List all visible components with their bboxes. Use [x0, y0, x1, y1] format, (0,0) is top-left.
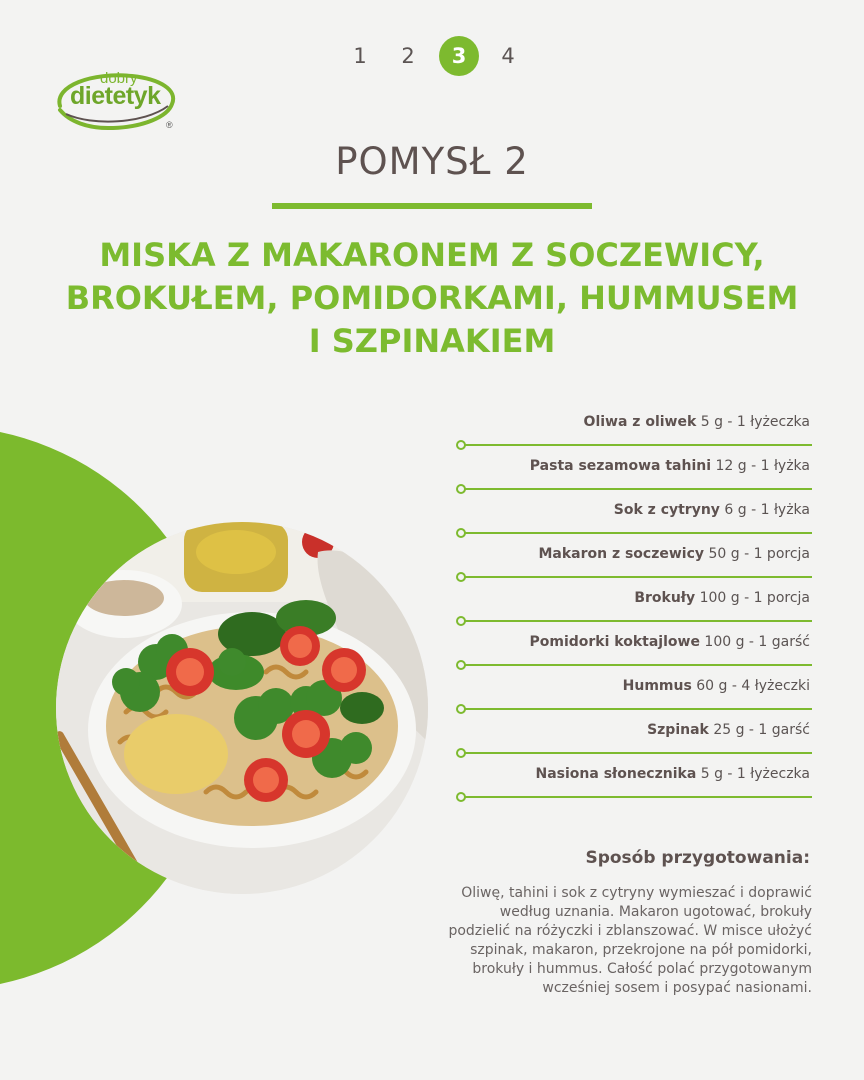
ingredient-amount: 12 g - 1 łyżka — [715, 458, 810, 474]
preparation-line: Oliwę, tahini i sok z cytryny wymieszać i doprawić — [461, 885, 812, 901]
preparation-line: szpinak, makaron, przekrojone na pół pomidorki, — [470, 942, 812, 958]
ingredient-divider — [462, 444, 812, 446]
title-divider — [272, 203, 592, 209]
preparation-heading: Sposób przygotowania: — [585, 848, 810, 868]
ingredient-amount: 100 g - 1 porcja — [699, 590, 810, 606]
ingredient-amount: 50 g - 1 porcja — [708, 546, 810, 562]
ingredient-amount: 5 g - 1 łyżeczka — [700, 414, 810, 430]
ingredient-amount: 60 g - 4 łyżeczki — [696, 678, 810, 694]
page-2-button[interactable]: 2 — [401, 44, 415, 68]
logo-word-dietetyk: dietetyk — [70, 82, 161, 110]
dish-title-line: BROKUŁEM, POMIDORKAMI, HUMMUSEM — [65, 279, 799, 317]
ingredient-name: Makaron z soczewicy — [538, 546, 705, 562]
preparation-text — [412, 884, 812, 998]
logo-word-dobry: dobry — [100, 70, 138, 87]
ingredient-row — [456, 712, 812, 756]
page-4-button[interactable]: 4 — [501, 44, 515, 68]
ingredient-name: Brokuły — [634, 590, 696, 606]
preparation-line: wcześniej sosem i posypać nasionami. — [542, 980, 812, 996]
ingredient-name: Szpinak — [647, 722, 709, 738]
ingredient-row — [456, 448, 812, 492]
ingredient-divider — [462, 708, 812, 710]
preparation-line: według uznania. Makaron ugotować, brokuły — [499, 904, 812, 920]
page-3-button[interactable]: 3 — [439, 36, 479, 76]
ingredient-row — [456, 756, 812, 800]
ingredient-amount: 5 g - 1 łyżeczka — [700, 766, 810, 782]
ingredient-list — [456, 404, 812, 800]
ingredient-row — [456, 668, 812, 712]
page-pager — [340, 36, 530, 76]
dish-photo — [56, 522, 428, 894]
ingredient-row — [456, 536, 812, 580]
ingredient-divider — [462, 752, 812, 754]
section-title: POMYSŁ 2 — [335, 140, 529, 183]
registered-mark: ® — [166, 120, 173, 130]
ingredient-row — [456, 624, 812, 668]
ingredient-amount: 100 g - 1 garść — [704, 634, 810, 650]
ingredient-name: Nasiona słonecznika — [535, 766, 697, 782]
ingredient-name: Hummus — [622, 678, 692, 694]
ingredient-amount: 6 g - 1 łyżka — [724, 502, 810, 518]
ingredient-row — [456, 580, 812, 624]
dish-title-line: MISKA Z MAKARONEM Z SOCZEWICY, — [99, 236, 765, 274]
ingredient-name: Sok z cytryny — [613, 502, 720, 518]
ingredient-divider — [462, 664, 812, 666]
ingredient-name: Oliwa z oliwek — [583, 414, 697, 430]
page-1-button[interactable]: 1 — [353, 44, 367, 68]
ingredient-divider — [462, 796, 812, 798]
dish-title-line: I SZPINAKIEM — [308, 322, 556, 360]
ingredient-row — [456, 492, 812, 536]
ingredient-divider — [462, 620, 812, 622]
brand-logo — [52, 62, 182, 134]
ingredient-divider — [462, 576, 812, 578]
preparation-line: podzielić na różyczki i zblanszować. W misce ułożyć — [448, 923, 812, 939]
preparation-line: brokuły i hummus. Całość polać przygotowanym — [472, 961, 812, 977]
dish-title — [20, 234, 844, 363]
ingredient-name: Pasta sezamowa tahini — [529, 458, 712, 474]
ingredient-row — [456, 404, 812, 448]
ingredient-divider — [462, 532, 812, 534]
pasta-bowl-photo-icon — [56, 522, 428, 894]
bullet-dot-icon — [456, 792, 466, 802]
ingredient-amount: 25 g - 1 garść — [713, 722, 810, 738]
ingredient-name: Pomidorki koktajlowe — [529, 634, 700, 650]
ingredient-divider — [462, 488, 812, 490]
